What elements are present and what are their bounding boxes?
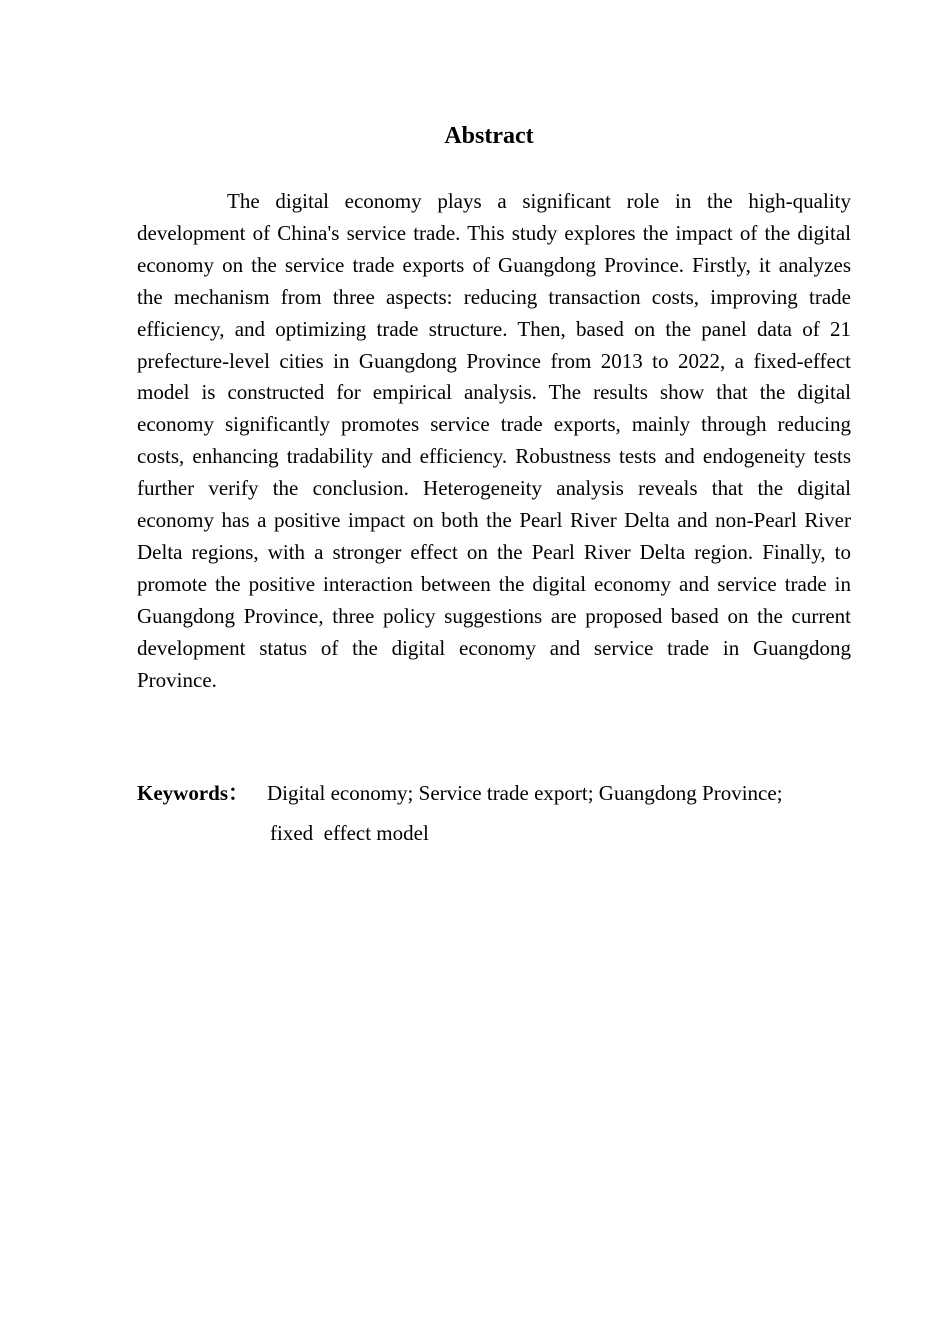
abstract-title: Abstract [444,123,534,149]
keywords-label: Keywords： [137,781,249,805]
abstract-body: The digital economy plays a significant role in the high-quality development of China's service trade. This study explores the impact of the digital economy on the service trade exports of Guangdong Province. Firstly, it analyzes the mechanism from three aspects: reducing transaction costs, improving trade efficiency, and optimizing trade structure. Then, based on the panel data of 21 prefecture-level cities in Guangdong Province from 2013 to 2022, a fixed-effect model is constructed for empirical analysis. The results show that the digital economy significantly promotes service trade exports, mainly through reducing costs, enhancing tradability and efficiency. Robustness tests and endogeneity tests further verify the conclusion. Heterogeneity analysis reveals that the digital economy has a positive impact on both the Pearl River Delta and non-Pearl River Delta regions, with a stronger effect on the Pearl River Delta region. Finally, to promote the positive interaction between the digital economy and service trade in Guangdong Province, three policy suggestions are proposed based on the current development status of the digital economy and service trade in Guangdong Province. [137,189,851,692]
keywords-text-line-1: Digital economy; Service trade export; Guangdong Province; [267,781,783,805]
keywords-text-line-2: fixed effect model [270,821,429,845]
keywords-line-1 [137,773,857,813]
keywords-section [137,773,857,853]
keywords-line-2 [137,813,857,853]
